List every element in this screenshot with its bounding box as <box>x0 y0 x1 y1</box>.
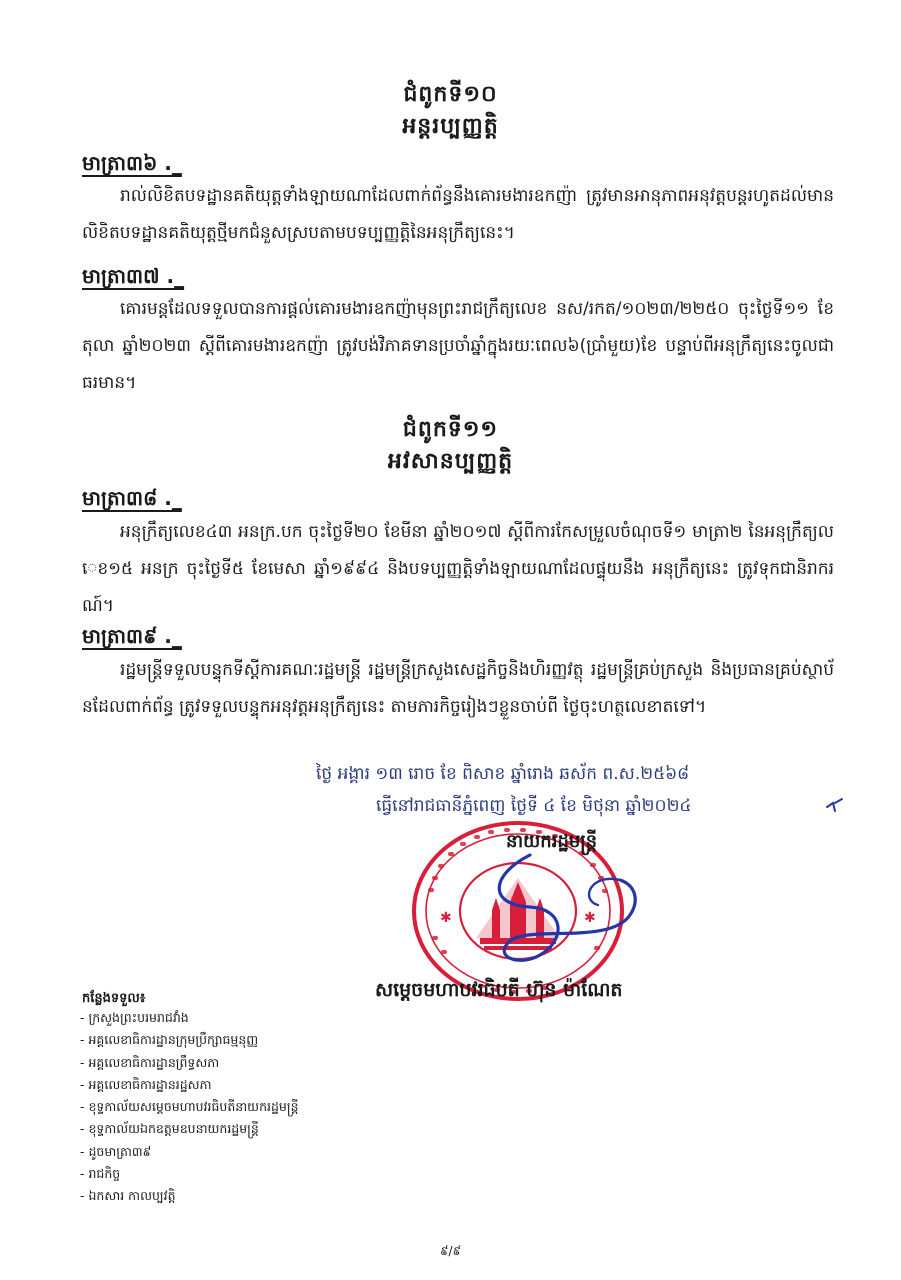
recipients-title: កន្លែងទទួល៖ <box>82 991 146 1006</box>
list-item: - ខុទ្ទកាល័យសម្តេចមហាបវរធិបតីនាយករដ្ឋមន្ត្រី <box>80 1099 299 1115</box>
article-36-text: រាល់លិខិតបទដ្ឋានគតិយុត្តទាំងឡាយណាដែលពាក់ព័ន្ធនឹងគោរមងារឧកញ៉ា ត្រូវមានអានុភាពអនុវត្តបន្តរហូតដល់មានលិខិតបទដ្ឋានគតិយុត្តថ្មីមកជំនួសស្របតាមបទប្បញ្ញត្តិនៃអនុក្រឹត្យនេះ។ <box>82 186 834 243</box>
list-item: - ខុទ្ទកាល័យឯកឧត្តមឧបនាយករដ្ឋមន្ត្រី <box>80 1121 259 1137</box>
chapter-11-title: អវសានប្បញ្ញត្តិ <box>387 449 514 474</box>
svg-text:✱: ✱ <box>584 910 596 926</box>
page-number: ៩/៩ <box>439 1244 462 1258</box>
article-37-text: គោរមន្តដែលទទួលបានការផ្តល់គោរមងារឧកញ៉ាមុនព្រះរាជក្រឹត្យលេខ នស/រកត/១០២៣/២២៥០ ចុះថ្ងៃទី១១ ខែតុលា ឆ្នាំ២០២៣ ស្តីពីគោរមងារឧកញ៉ា ត្រូវបង់វិភាគទានប្រចាំឆ្នាំក្នុងរយៈពេល៦(ប្រាំមួយ)ខែ បន្ទាប់ពីអនុក្រឹត្យនេះចូលជាធរមាន។ <box>82 299 834 393</box>
solar-date-line: ធ្វើនៅរាជធានីភ្នំពេញ ថ្ងៃទី ៤ ខែ មិថុនា ឆ្នាំ២០២៤ <box>376 796 692 816</box>
article-38-text: អនុក្រឹត្យលេខ៤៣ អនក្រ.បក ចុះថ្ងៃទី២០ ខែមីនា ឆ្នាំ២០១៧ ស្តីពីការកែសម្រួលចំណុចទី១ មាត្រា២ នៃអនុក្រឹត្យលេខ១៥ អនក្រ ចុះថ្ងៃទី៥ ខែមេសា ឆ្នាំ១៩៩៤ និងបទប្បញ្ញត្តិទាំងឡាយណាដែលផ្ទុយនឹង អនុក្រឹត្យនេះ ត្រូវទុកជានិរាករណ៍។ <box>82 522 834 616</box>
article-37-label: មាត្រា៣៧ ._ <box>82 264 185 288</box>
list-item: - អគ្គលេខាធិការដ្ឋានព្រឹទ្ធសភា <box>80 1054 220 1070</box>
list-item: - អគ្គលេខាធិការដ្ឋានរដ្ឋសភា <box>80 1076 212 1092</box>
signer-name: សម្តេចមហាបវរធិបតី ហ៊ុន ម៉ាណែត <box>375 979 623 1001</box>
chapter-10-title: អន្តរប្បញ្ញត្តិ <box>402 114 499 139</box>
handwritten-mark-icon <box>825 797 845 813</box>
list-item: - ឯកសារ កាលប្បវត្តិ <box>80 1188 176 1204</box>
article-39-label: មាត្រា៣៩ ._ <box>82 624 182 648</box>
chapter-10-number: ជំពូកទី១០ <box>403 82 498 107</box>
list-item: - ក្រសួងព្រះបរមរាជវាំង <box>80 1010 189 1025</box>
list-item: - រាជកិច្ច <box>80 1166 121 1182</box>
list-item: - ដូចមាត្រា៣៩ <box>80 1143 152 1159</box>
signer-title: នាយករដ្ឋមន្ត្រី <box>506 831 598 852</box>
article-36-label: មាត្រា៣៦ ._ <box>82 151 182 175</box>
signature-icon <box>470 845 700 975</box>
list-item: - អគ្គលេខាធិការដ្ឋានក្រុមប្រឹក្សាធម្មនុញ្ញ <box>80 1032 259 1048</box>
lunar-date-line: ថ្ងៃ អង្គារ ១៣ រោច ខែ ពិសាខ ឆ្នាំរោង ឆស័ក ព.ស.២៥៦៨ <box>316 764 690 784</box>
article-39-text: រដ្ឋមន្ត្រីទទួលបន្ទុកទីស្តីការគណៈរដ្ឋមន្ត្រី រដ្ឋមន្ត្រីក្រសួងសេដ្ឋកិច្ចនិងហិរញ្ញវត្ថុ រដ្ឋមន្ត្រីគ្រប់ក្រសួង និងប្រធានគ្រប់ស្ថាប័នដែលពាក់ព័ន្ធ ត្រូវទទួលបន្ទុកអនុវត្តអនុក្រឹត្យនេះ តាមភារកិច្ចរៀងៗខ្លួនចាប់ពី ថ្ងៃចុះហត្ថលេខាតទៅ។ <box>82 660 834 717</box>
article-38-label: មាត្រា៣៨ ._ <box>82 486 182 510</box>
recipients-list <box>80 1007 299 1208</box>
svg-text:✱: ✱ <box>440 910 452 926</box>
chapter-11-number: ជំពូកទី១១ <box>402 417 499 442</box>
